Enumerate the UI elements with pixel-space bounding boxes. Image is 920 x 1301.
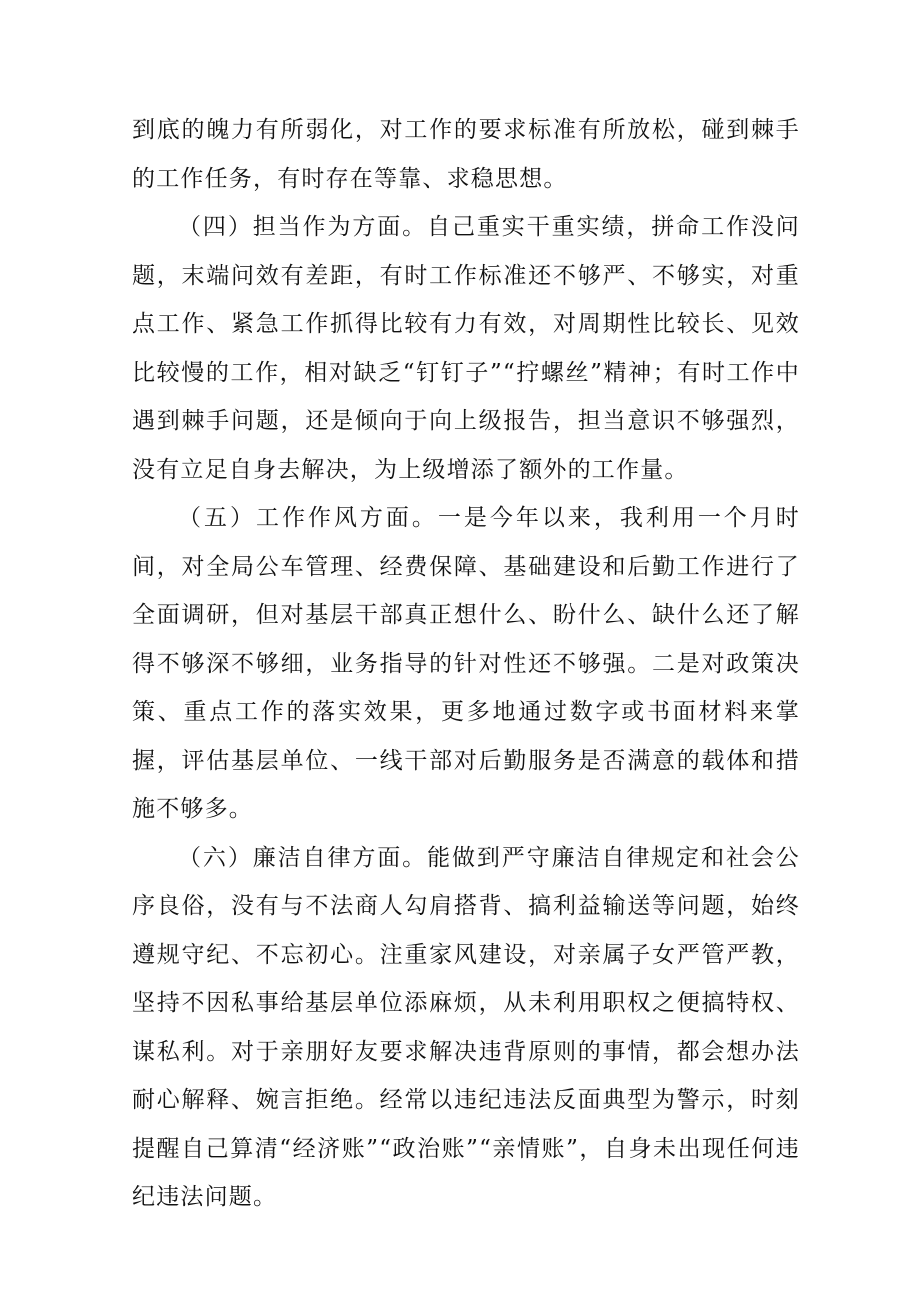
paragraph-continuation: 到底的魄力有所弱化，对工作的要求标准有所放松，碰到棘手的工作任务，有时存在等靠、求稳思想。 — [132, 117, 800, 192]
paragraph-section-5-work-style: （五）工作作风方面。一是今年以来，我利用一个月时间，对全局公车管理、经费保障、基础建设和后勤工作进行了全面调研，但对基层干部真正想什么、盼什么、缺什么还了解得不够深不够细，业务指导的针对性还不够强。二是对政策决策、重点工作的落实效果，更多地通过数字或书面材料来掌握，评估基层单位、一线干部对后勤服务是否满意的载体和措施不够多。 — [132, 505, 800, 822]
paragraph-section-4-responsibility: （四）担当作为方面。自己重实干重实绩，拼命工作没问题，末端问效有差距，有时工作标准还不够严、不够实，对重点工作、紧急工作抓得比较有力有效，对周期性比较长、见效比较慢的工作，相对缺乏“钉钉子”“拧螺丝”精神；有时工作中遇到棘手问题，还是倾向于向上级报告，担当意识不够强烈，没有立足自身去解决，为上级增添了额外的工作量。 — [132, 214, 800, 483]
paragraph-section-6-integrity: （六）廉洁自律方面。能做到严守廉洁自律规定和社会公序良俗，没有与不法商人勾肩搭背、搞利益输送等问题，始终遵规守纪、不忘初心。注重家风建设，对亲属子女严管严教，坚持不因私事给基层单位添麻烦，从未利用职权之便搞特权、谋私利。对于亲朋好友要求解决违背原则的事情，都会想办法耐心解释、婉言拒绝。经常以违纪违法反面典型为警示，时刻提醒自己算清“经济账”“政治账”“亲情账”，自身未出现任何违纪违法问题。 — [132, 844, 800, 1210]
document-body — [132, 106, 800, 1222]
